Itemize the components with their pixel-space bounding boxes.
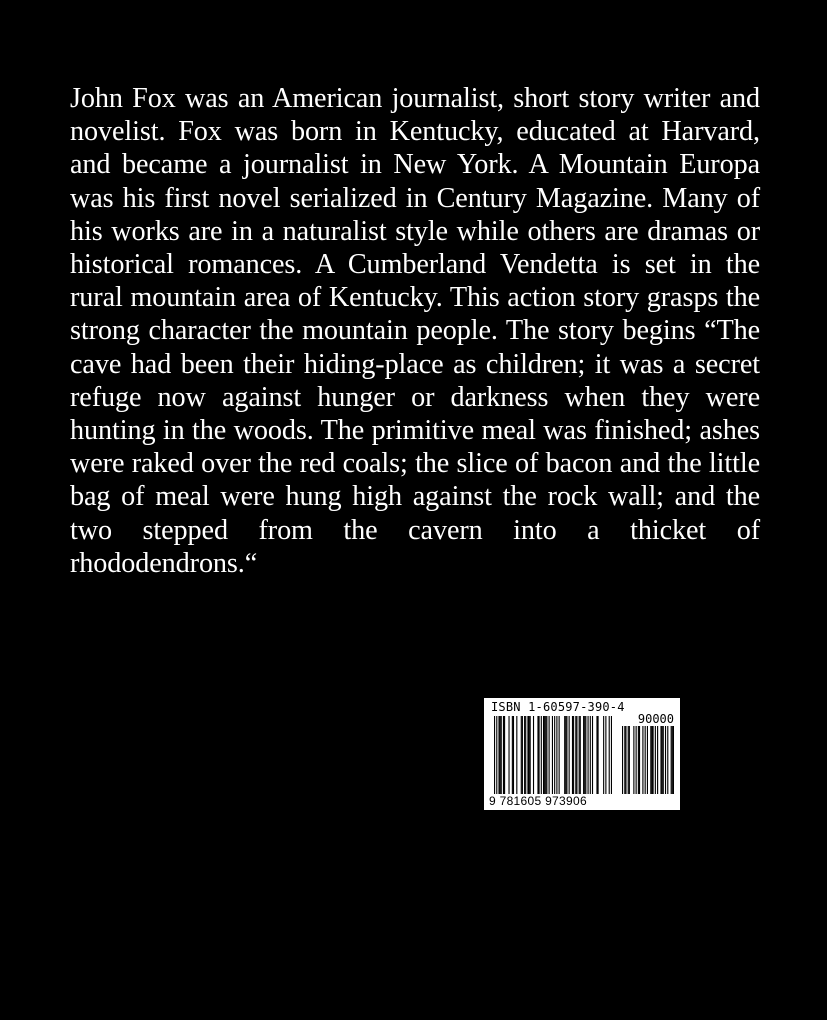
barcode-bar xyxy=(501,716,502,794)
barcode-bar xyxy=(513,716,514,794)
isbn-label: ISBN 1-60597-390-4 xyxy=(491,700,625,714)
barcode-bar xyxy=(521,716,522,794)
barcode-bar xyxy=(588,716,589,794)
barcode-bar xyxy=(639,726,640,794)
barcode-bar xyxy=(554,716,555,794)
barcode-bar xyxy=(638,726,639,794)
barcode-bar xyxy=(529,716,530,794)
barcode-bar xyxy=(508,716,509,794)
barcode-bar xyxy=(662,726,663,794)
barcode-bar xyxy=(565,716,566,794)
barcode-bar xyxy=(657,726,658,794)
barcode-bar xyxy=(516,716,517,794)
barcode-bar xyxy=(624,726,625,794)
barcode-bar xyxy=(660,726,661,794)
barcode-bar xyxy=(544,716,545,794)
barcode-bar xyxy=(628,726,629,794)
barcode-bar xyxy=(546,716,547,794)
barcode-bar xyxy=(533,716,534,794)
isbn-barcode xyxy=(484,698,680,810)
barcode-bar xyxy=(569,716,570,794)
barcode-bar xyxy=(650,726,651,794)
barcode-bar xyxy=(549,716,550,794)
barcode-bar xyxy=(580,716,581,794)
barcode-bar xyxy=(541,716,542,794)
barcode-bar xyxy=(564,716,565,794)
barcode-bar xyxy=(504,716,505,794)
barcode-bar xyxy=(559,716,560,794)
barcode-bar xyxy=(575,716,576,794)
barcode-bar xyxy=(603,716,604,794)
barcode-bar xyxy=(537,716,538,794)
barcode-bar xyxy=(503,716,504,794)
barcode-bar xyxy=(525,716,526,794)
barcode-bar xyxy=(636,726,637,794)
barcode-bar xyxy=(576,716,577,794)
barcode-bar xyxy=(566,716,567,794)
barcode-bar xyxy=(545,716,546,794)
barcode-bar xyxy=(498,716,499,794)
barcode-bar xyxy=(609,716,610,794)
barcode-bar xyxy=(653,726,654,794)
barcode-bar xyxy=(622,726,623,794)
barcode-bar xyxy=(651,726,652,794)
barcode-bar xyxy=(539,716,540,794)
barcode-bar xyxy=(556,716,557,794)
barcode-bar xyxy=(625,726,626,794)
barcode-bar xyxy=(672,726,673,794)
barcode-bar xyxy=(655,726,656,794)
barcode-bar xyxy=(642,726,643,794)
addon-barcode-bars xyxy=(622,726,674,794)
barcode-bar xyxy=(629,726,630,794)
ean-digits: 9 781605 973906 xyxy=(489,794,587,808)
barcode-bar xyxy=(543,716,544,794)
barcode-bar xyxy=(584,716,585,794)
barcode-bar xyxy=(585,716,586,794)
barcode-bar xyxy=(500,716,501,794)
barcode-bar xyxy=(496,716,497,794)
barcode-bar xyxy=(572,716,573,794)
barcode-bar xyxy=(663,726,664,794)
barcode-bar xyxy=(667,726,668,794)
barcode-bar xyxy=(673,726,674,794)
barcode-bar xyxy=(494,716,495,794)
barcode-bar xyxy=(633,726,634,794)
barcode-bar xyxy=(665,726,666,794)
barcode-bar xyxy=(512,716,513,794)
barcode-bar xyxy=(671,726,672,794)
barcode-bar xyxy=(605,716,606,794)
barcode-bar xyxy=(611,716,612,794)
barcode-bar xyxy=(647,726,648,794)
barcode-bar xyxy=(583,716,584,794)
barcode-bar xyxy=(524,716,525,794)
barcode-bar xyxy=(522,716,523,794)
barcode-bar xyxy=(645,726,646,794)
barcode-bar xyxy=(592,716,593,794)
book-description: John Fox was an American journalist, short story writer and novelist. Fox was born in Kentucky, educated at Harvard, and became a journalist in New York. A Mountain Europa was his first novel serialized in Century Magazine. Many of his works are in a naturalist style while others are dramas or historical romances. A Cumberland Vendetta is set in the rural mountain area of Kentucky. This action story grasps the strong character the mountain people. The story begins “The cave had been their hiding-place as children; it was a secret refuge now against hunger or darkness when they were hunting in the woods. The primitive meal was finished; ashes were raked over the red coals; the slice of bacon and the little bag of meal were hung high against the rock wall; and the two stepped from the cavern into a thicket of rhododendrons.“ xyxy=(70,83,760,579)
barcode-bar xyxy=(596,716,597,794)
barcode-bar xyxy=(590,716,591,794)
price-code: 90000 xyxy=(637,712,674,726)
barcode-bar xyxy=(573,716,574,794)
ean-barcode-bars xyxy=(494,716,612,794)
barcode-bar xyxy=(552,716,553,794)
barcode-bar xyxy=(598,716,599,794)
barcode-bar xyxy=(527,716,528,794)
barcode-bar xyxy=(530,716,531,794)
barcode-bar xyxy=(579,716,580,794)
